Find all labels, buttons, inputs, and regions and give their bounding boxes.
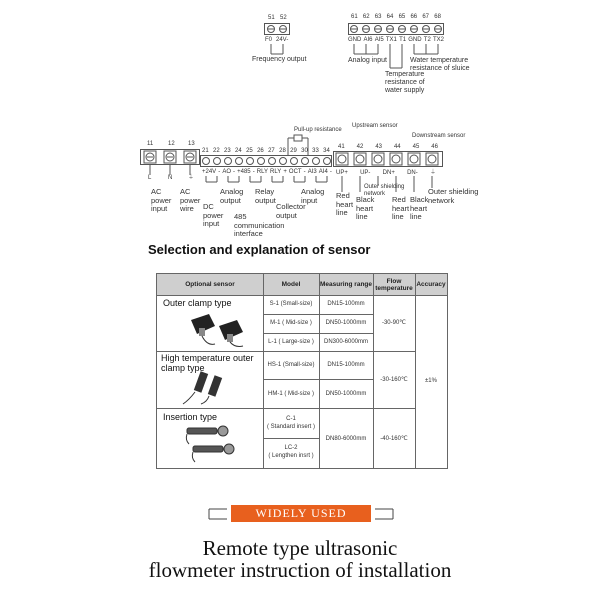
terminal-number: 29 — [290, 148, 297, 154]
temp-cell: -30-90℃ — [381, 320, 407, 326]
terminal-label: T2 — [423, 37, 431, 43]
terminal-label: TX1 — [385, 37, 397, 43]
black-heart-line-label: Black heart line — [410, 195, 429, 221]
terminal-number: 12 — [168, 141, 175, 147]
terminal-label: N — [168, 175, 173, 181]
terminal-label: DN- — [407, 170, 418, 176]
analog-input-label: Analog input — [348, 57, 387, 64]
temp-cell: -40-160℃ — [380, 436, 408, 442]
range-cell: DN50-1000mm — [325, 391, 367, 397]
terminal-label: L — [148, 175, 152, 181]
terminal-label: - — [233, 169, 236, 175]
model-cell: M-1 ( Mid-size ) — [270, 320, 312, 326]
terminal-number: 22 — [213, 148, 220, 154]
terminal-number: 23 — [224, 148, 231, 154]
sensor-terminal-icon — [333, 151, 443, 167]
relay-output-label: Relay output — [255, 187, 276, 205]
terminal-number: 63 — [374, 14, 382, 20]
model-cell: HM-1 ( Mid-size ) — [268, 391, 314, 397]
collector-output-label: Collector output — [276, 202, 306, 220]
header-optional-sensor: Optional sensor — [157, 274, 263, 296]
terminal-label: - — [218, 169, 221, 175]
terminal-label: RLY — [270, 169, 282, 175]
frequency-output-label: Frequency output — [252, 56, 307, 63]
terminal-number: 27 — [268, 148, 275, 154]
terminal-number: 61 — [351, 14, 358, 20]
terminal-number: 24 — [235, 148, 242, 154]
terminal-number: 30 — [301, 148, 308, 154]
ac-power-wire-label: AC power wire — [180, 187, 201, 213]
terminal-number: 28 — [279, 148, 286, 154]
terminal-label: +24V — [202, 169, 217, 175]
model-cell: ( Lengthen insrt ) — [268, 453, 314, 459]
terminal-number: 21 — [202, 148, 209, 154]
terminal-label: T1 — [399, 37, 407, 43]
terminal-block-icon — [348, 23, 444, 35]
high-temp-sensor-image — [179, 370, 239, 406]
analog-input-label: Analog input — [301, 187, 325, 205]
terminal-number: 25 — [246, 148, 253, 154]
terminal-label: - — [252, 169, 255, 175]
terminal-label: AI5 — [374, 37, 384, 43]
header-model: Model — [263, 274, 319, 296]
terminal-label: RLY — [256, 169, 268, 175]
model-cell: L-1 ( Large-size ) — [268, 339, 314, 345]
model-cell: HS-1 (Small-size) — [267, 362, 315, 368]
group-insertion: Insertion type — [163, 412, 218, 422]
terminal-block-icon — [264, 23, 290, 35]
wire-lines — [140, 165, 200, 175]
downstream-label: Downstream sensor — [412, 133, 466, 139]
header-accuracy: Accuracy — [415, 274, 447, 296]
model-cell: C-1 — [286, 416, 296, 422]
terminal-label: AI6 — [363, 37, 373, 43]
clamp-sensor-image — [187, 310, 247, 348]
terminal-label: AI4 — [318, 169, 328, 175]
range-cell: DN80-6000mm — [325, 436, 367, 442]
terminal-label: ⏚ — [188, 175, 195, 181]
resistor-icon — [282, 132, 312, 156]
accuracy-cell: ±1% — [425, 378, 437, 384]
terminal-number: 46 — [431, 144, 438, 150]
group-high-temp-clamp: High temperature outer clamp type — [161, 353, 254, 373]
water-temp-sluice-label: Water temperature resistance of sluice — [410, 57, 470, 72]
analog-output-label: Analog output — [220, 187, 244, 205]
terminal-number: 68 — [434, 14, 441, 20]
terminal-number: 64 — [386, 14, 394, 20]
main-title-line-1: Remote type ultrasonic — [202, 536, 398, 560]
outer-shield-label: Outer shielding network — [364, 184, 405, 197]
range-cell: DN50-1000mm — [325, 320, 367, 326]
black-heart-line-label: Black heart line — [356, 195, 375, 221]
upstream-label: Upstream sensor — [352, 123, 398, 129]
terminal-label: TX2 — [432, 37, 444, 43]
terminal-number: 42 — [356, 144, 364, 150]
range-cell: DN15-100mm — [327, 301, 365, 307]
terminal-label: +485 — [237, 169, 251, 175]
terminal-label: 24V- — [276, 37, 289, 43]
model-cell: LC-2 — [284, 445, 298, 451]
terminal-number: 51 — [268, 15, 275, 21]
model-cell: S-1 (Small-size) — [269, 301, 313, 307]
terminal-label: - — [329, 169, 332, 175]
terminal-label: OCT — [288, 169, 302, 175]
water-temp-supply-label: Temperature resistance of water supply — [385, 71, 425, 94]
wire-lines — [264, 44, 290, 56]
terminal-number: 13 — [188, 141, 195, 147]
terminal-label: ⏚ — [429, 170, 436, 176]
terminal-number: 34 — [323, 148, 330, 154]
terminal-number: 67 — [422, 14, 430, 20]
terminal-number: 26 — [257, 148, 264, 154]
insertion-sensor-image — [183, 424, 247, 464]
terminal-label: DN+ — [382, 170, 395, 176]
red-heart-line-label: Red heart line — [392, 195, 410, 221]
io-terminal-icon — [200, 155, 332, 167]
terminal-number: 66 — [410, 14, 418, 20]
terminal-number: 65 — [398, 14, 406, 20]
range-cell: DN300-6000mm — [323, 339, 369, 345]
terminal-label: F0 — [265, 37, 273, 43]
terminal-number: 33 — [312, 148, 319, 154]
temp-cell: -30-160℃ — [380, 377, 408, 383]
range-cell: DN15-100mm — [327, 362, 365, 368]
power-terminal-icon — [140, 149, 200, 165]
pullup-label: Pull-up resistance — [294, 127, 342, 133]
terminal-label: UP- — [360, 170, 371, 176]
red-heart-line-label: Red heart line — [336, 191, 354, 217]
outer-shield-label: Outer shielding network — [428, 187, 479, 205]
terminal-label: AO — [222, 169, 231, 175]
model-cell: ( Standard insert ) — [266, 424, 316, 430]
terminal-label: GND — [348, 37, 362, 43]
terminal-number: 52 — [280, 15, 287, 21]
sensor-table — [156, 273, 448, 469]
terminal-label: GND — [408, 37, 422, 43]
rs485-label: 485 communication interface — [234, 212, 285, 238]
terminal-number: 44 — [393, 144, 401, 150]
terminal-label: - — [303, 169, 306, 175]
terminal-number: 43 — [375, 144, 382, 150]
terminal-number: 45 — [412, 144, 420, 150]
header-flow-temperature: Flow temperature — [373, 274, 415, 296]
terminal-label: AI3 — [307, 169, 317, 175]
dc-power-input-label: DC power input — [203, 202, 224, 228]
terminal-label: UP+ — [336, 170, 348, 176]
widely-used-banner: WIDELY USED — [231, 505, 371, 522]
ac-power-input-label: AC power input — [151, 187, 172, 213]
section-title: Selection and explanation of sensor — [148, 242, 371, 257]
terminal-label: + — [283, 169, 287, 175]
terminal-number: 41 — [338, 144, 345, 150]
group-outer-clamp: Outer clamp type — [163, 298, 232, 308]
main-title-line-2: flowmeter instruction of installation — [148, 558, 452, 582]
header-measuring-range: Measuring range — [319, 274, 373, 296]
terminal-number: 11 — [147, 141, 154, 147]
terminal-number: 62 — [362, 14, 370, 20]
